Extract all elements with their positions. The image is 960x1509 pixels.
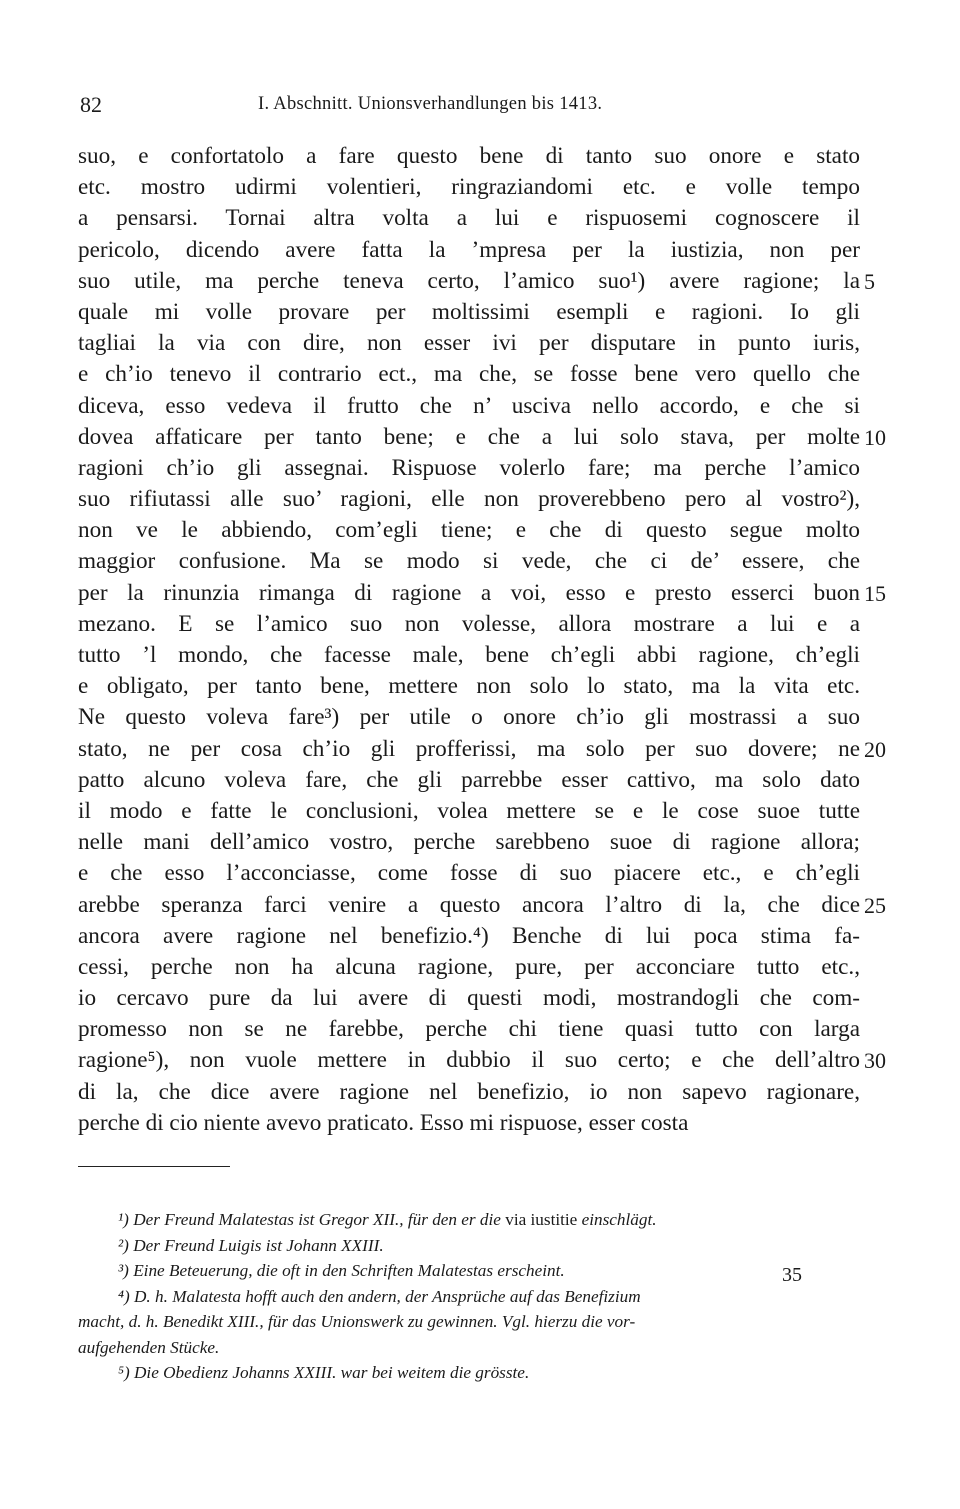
text-line [78, 983, 860, 1014]
text-line-content: Ne questo voleva fare³) per utile o onore ch’io gli mostrassi a suo [78, 704, 860, 731]
text-line-content: perche di cio niente avevo praticato. Esso mi rispuose, esser costa [78, 1109, 689, 1136]
text-line-content: tagliai la via con dire, non esser ivi per disputare in punto iuris, [78, 330, 860, 357]
text-line [78, 141, 860, 172]
text-line [78, 1077, 860, 1108]
text-line [78, 702, 860, 733]
text-line [78, 609, 860, 640]
text-line-content: dovea affaticare per tanto bene; e che a lui solo stava, per molte [78, 423, 860, 450]
text-line-content: a pensarsi. Tornai altra volta a lui e rispuosemi cognoscere il [78, 205, 860, 232]
footnote [78, 1207, 860, 1233]
footnote-rule [78, 1166, 230, 1167]
text-line-content: tutto ’l mondo, che facesse male, bene ch’egli abbi ragione, ch’egli [78, 642, 860, 668]
text-line [78, 422, 886, 453]
text-line-content: arebbe speranza farci venire a questo ancora l’altro di la, che dice [78, 891, 860, 918]
text-line [78, 921, 860, 952]
footnote-text: Eine Beteuerung, die oft in den Schriften Malatestas erscheint. [133, 1261, 565, 1280]
text-line-content: patto alcuno voleva fare, che gli parrebbe esser cattivo, ma solo dato [78, 766, 860, 793]
footnote-text: Der Freund Malatestas ist Gregor XII., für den er die [133, 1210, 501, 1229]
text-line-content: maggior confusione. Ma se modo si vede, che ci de’ essere, che [78, 548, 860, 575]
text-line-content: cessi, perche non ha alcuna ragione, pure, per acconciare tutto etc., [78, 953, 860, 980]
text-line [78, 671, 860, 702]
text-line-content: nelle mani dell’amico vostro, perche sarebbeno suoe di ragione allora; [78, 829, 860, 856]
text-line-content: e obligato, per tanto bene, mettere non solo lo stato, ma la vita etc. [78, 673, 860, 700]
text-line-content: suo utile, ma perche teneva certo, l’amico suo¹) avere ragione; la [78, 267, 860, 294]
text-line-content: e ch’io tenevo il contrario ect., ma che, se fosse bene vero quello che [78, 361, 860, 388]
text-line [78, 328, 860, 359]
line-number: 30 [864, 1048, 886, 1074]
text-line-content: quale mi volle provare per moltissimi esempli e ragioni. Io gli [78, 298, 860, 325]
text-line-content: diceva, esso vedeva il frutto che n’ usciva nello accordo, e che si [78, 392, 860, 419]
footnote-marker: ⁵) [118, 1363, 130, 1382]
text-line [78, 453, 860, 484]
text-line [78, 1014, 860, 1045]
text-line [78, 640, 860, 671]
footnotes [78, 1207, 860, 1386]
text-line [78, 359, 860, 390]
footnote-line-number: 35 [782, 1264, 802, 1286]
line-number: 15 [864, 580, 886, 606]
text-line [78, 734, 886, 765]
line-number: 20 [864, 736, 886, 762]
footnote [78, 1284, 860, 1310]
page-number: 82 [80, 92, 102, 117]
footnote-text: Der Freund Luigis ist Johann XXIII. [133, 1235, 384, 1255]
text-line [78, 391, 860, 422]
footnote-latin: via iustitie [505, 1210, 578, 1229]
text-line [78, 172, 860, 203]
footnote-text: D. h. Malatesta hofft auch den andern, der Ansprüche auf das Benefizium [134, 1286, 641, 1306]
text-line [78, 765, 860, 796]
footnote-text: macht, d. h. Benedikt XIII., für das Unionswerk zu gewinnen. Vgl. hierzu die vor- [78, 1312, 636, 1331]
running-title: I. Abschnitt. Unionsverhandlungen bis 1413. [258, 94, 603, 114]
text-line [78, 297, 860, 328]
text-line [78, 1108, 860, 1139]
footnote-text: Die Obedienz Johanns XXIII. war bei weitem die grösste. [134, 1363, 530, 1382]
text-line [78, 952, 860, 983]
footnote [78, 1360, 860, 1386]
text-line-content: per la rinunzia rimanga di ragione a voi, esso e presto esserci buon [78, 579, 860, 606]
line-number: 5 [864, 268, 875, 294]
text-line [78, 890, 886, 921]
footnote-marker: ⁴) [118, 1286, 130, 1306]
text-line-content: ragione⁵), non vuole mettere in dubbio il suo certo; e che dell’altro [78, 1047, 860, 1074]
text-line-content: ragioni ch’io gli assegnai. Rispuose volerlo fare; ma perche l’amico [78, 454, 860, 481]
footnote-marker: ³) [118, 1261, 129, 1280]
text-line [78, 203, 860, 234]
line-number: 25 [864, 892, 886, 918]
text-line-content: suo, e confortatolo a fare questo bene di tanto suo onore e stato [78, 143, 860, 169]
text-line [78, 578, 886, 609]
footnote-text: aufgehenden Stücke. [78, 1337, 220, 1357]
text-line-content: di la, che dice avere ragione nel benefizio, io non sapevo ragionare, [78, 1078, 860, 1105]
text-line [78, 484, 860, 515]
footnote [78, 1335, 860, 1361]
text-line-content: io cercavo pure da lui avere di questi modi, mostrandogli che com- [78, 985, 860, 1012]
text-line-content: pericolo, dicendo avere fatta la ’mpresa per la iustizia, non per [78, 236, 860, 263]
text-line [78, 515, 860, 546]
text-line [78, 235, 860, 266]
text-line-content: il modo e fatte le conclusioni, volea mettere se e le cose suoe tutte [78, 797, 860, 824]
text-line-content: mezano. E se l’amico suo non volesse, allora mostrare a lui e a [78, 610, 860, 637]
footnote [78, 1258, 860, 1284]
text-line [78, 1045, 886, 1076]
line-number: 10 [864, 424, 886, 450]
page-header [80, 92, 880, 122]
text-line-content: e che esso l’acconciasse, come fosse di suo piacere etc., e ch’egli [78, 860, 860, 887]
text-line-content: stato, ne per cosa ch’io gli profferissi, ma solo per suo dovere; ne [78, 735, 860, 762]
text-line [78, 796, 860, 827]
text-line [78, 858, 860, 889]
text-line-content: promesso non se ne farebbe, perche chi tiene quasi tutto con larga [78, 1016, 860, 1043]
footnote [78, 1233, 860, 1259]
footnote-marker: ²) [118, 1235, 129, 1255]
text-line-content: etc. mostro udirmi volentieri, ringraziandomi etc. e volle tempo [78, 174, 860, 201]
text-line [78, 266, 875, 297]
body-text [78, 141, 886, 1139]
text-line [78, 827, 860, 858]
text-line [78, 546, 860, 577]
footnote [78, 1309, 860, 1335]
footnote-tail: einschlägt. [581, 1210, 657, 1229]
text-line-content: suo rifiutassi alle suo’ ragioni, elle non proverebbeno pero al vostro²), [78, 486, 860, 513]
footnote-marker: ¹) [118, 1210, 129, 1229]
text-line-content: ancora avere ragione nel benefizio.⁴) Benche di lui poca stima fa- [78, 922, 860, 949]
text-line-content: non ve le abbiendo, com’egli tiene; e che di questo segue molto [78, 517, 860, 544]
